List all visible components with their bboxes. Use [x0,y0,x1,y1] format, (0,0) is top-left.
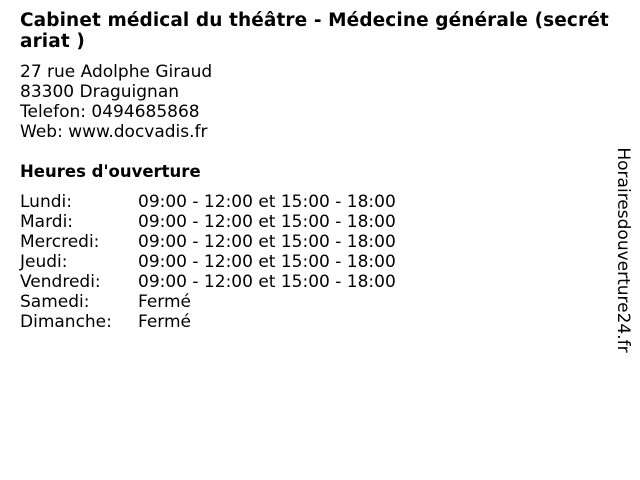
day-hours: 09:00 - 12:00 et 15:00 - 18:00 [138,192,396,212]
day-label: Mercredi: [20,232,100,252]
hours-row-mercredi [20,232,615,252]
business-title: Cabinet médical du théâtre - Médecine générale (secrétariat ) [20,10,609,52]
day-label: Samedi: [20,292,90,312]
website-link[interactable]: Web: www.docvadis.fr [20,122,208,142]
site-watermark: Horairesdouverture24.fr [613,147,633,353]
street-address: 27 rue Adolphe Giraud [20,62,213,82]
day-label: Mardi: [20,212,74,232]
hours-row-lundi [20,192,615,212]
hours-row-dimanche [20,312,615,332]
hours-row-samedi [20,292,615,312]
city-postcode: 83300 Draguignan [20,82,180,102]
day-label: Vendredi: [20,272,101,292]
day-label: Dimanche: [20,312,112,332]
hours-row-vendredi [20,272,615,292]
business-card [20,10,615,332]
day-hours: Fermé [138,292,192,312]
day-hours: 09:00 - 12:00 et 15:00 - 18:00 [138,212,396,232]
hours-row-mardi [20,212,615,232]
address-block [20,62,615,142]
opening-hours-table [20,192,615,332]
day-hours: Fermé [138,312,192,332]
day-label: Jeudi: [20,252,68,272]
day-hours: 09:00 - 12:00 et 15:00 - 18:00 [138,252,396,272]
day-hours: 09:00 - 12:00 et 15:00 - 18:00 [138,232,396,252]
hours-row-jeudi [20,252,615,272]
day-hours: 09:00 - 12:00 et 15:00 - 18:00 [138,272,396,292]
phone-number[interactable]: Telefon: 0494685868 [20,102,200,122]
day-label: Lundi: [20,192,72,212]
opening-hours-heading: Heures d'ouverture [20,162,201,181]
